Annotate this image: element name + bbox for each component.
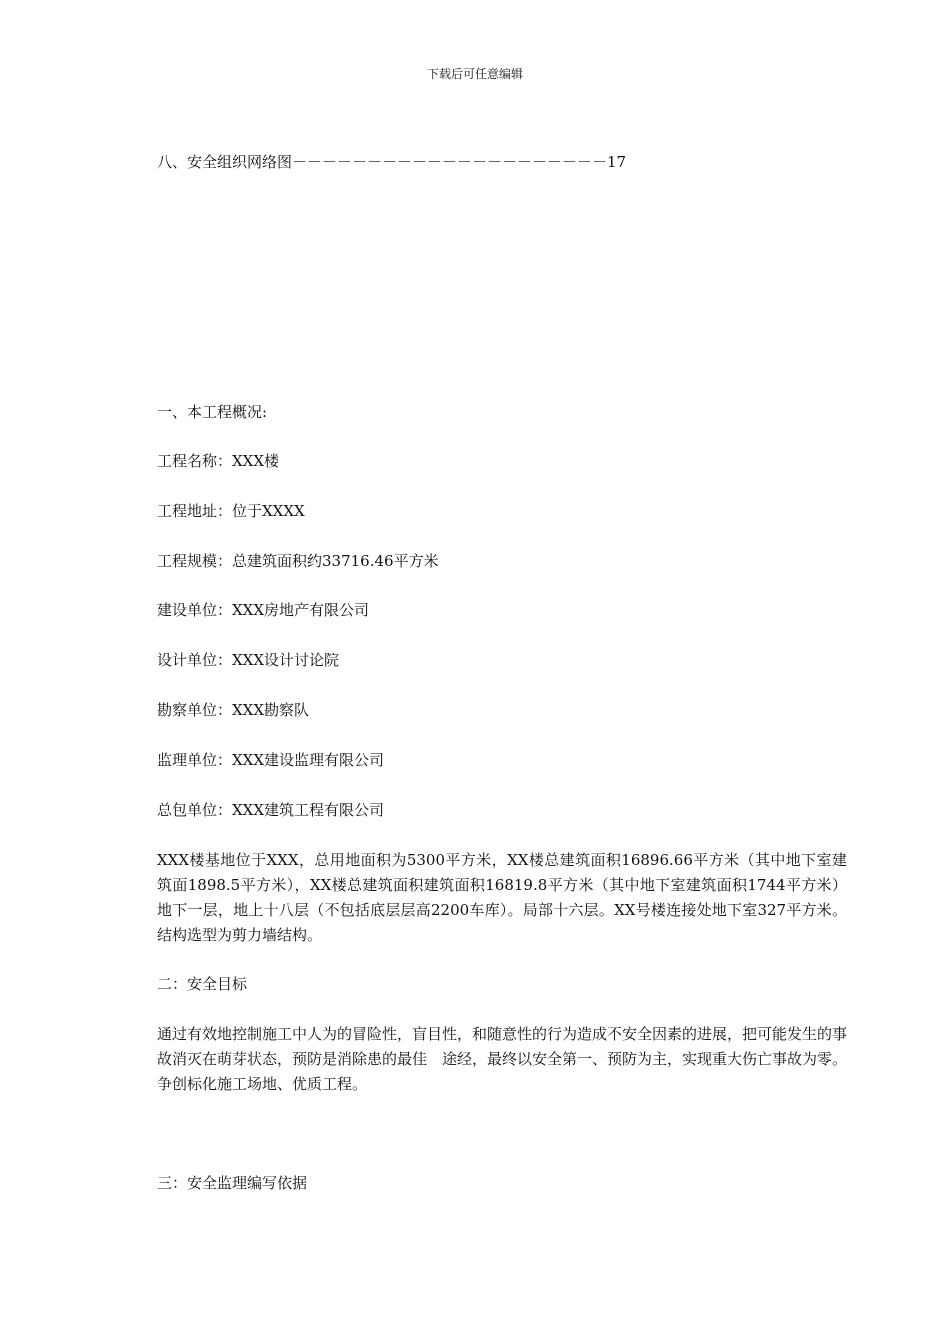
field-supervisor: 监理单位：XXX建设监理有限公司 xyxy=(157,751,385,769)
field-surveyor: 勘察单位：XXX勘察队 xyxy=(157,701,310,719)
field-project-scale: 工程规模：总建筑面积约33716.46平方米 xyxy=(157,552,439,570)
field-project-address: 工程地址：位于XXXX xyxy=(157,502,305,520)
safety-goal-text: 通过有效地控制施工中人为的冒险性，盲目性，和随意性的行为造成不安全因素的进展，把可能发生的事故消灭在萌芽状态，预防是消除患的最佳 途经，最终以安全第一、预防为主，实现重大伤亡事故为零。争创标化施工场地、优质工程。 xyxy=(157,1025,848,1093)
section-1-heading: 一、本工程概况: xyxy=(157,403,268,421)
section-3-heading: 三：安全监理编写依据 xyxy=(157,1174,308,1192)
field-general-contractor: 总包单位：XXX建筑工程有限公司 xyxy=(157,801,385,819)
project-description: XXX楼基地位于XXX，总用地面积为5300平方米，XX楼总建筑面积16896.66平方米（其中地下室建筑面1898.5平方米），XX楼总建筑面积建筑面积16819.8平方米（其中地下室建筑面积1744平方米）地下一层，地上十八层（不包括底层层高2200车库）。局部十六层。XX号楼连接处地下室327平方米。结构选型为剪力墙结构。 xyxy=(157,851,847,944)
toc-item-8: 八、安全组织网络图－－－－－－－－－－－－－－－－－－－－－17 xyxy=(157,153,627,171)
page-header: 下载后可任意编辑 xyxy=(426,67,523,81)
field-designer: 设计单位：XXX设计讨论院 xyxy=(157,651,340,669)
section-2-heading: 二：安全目标 xyxy=(157,975,248,993)
field-developer: 建设单位：XXX房地产有限公司 xyxy=(157,601,370,619)
field-project-name: 工程名称：XXX楼 xyxy=(157,452,280,470)
